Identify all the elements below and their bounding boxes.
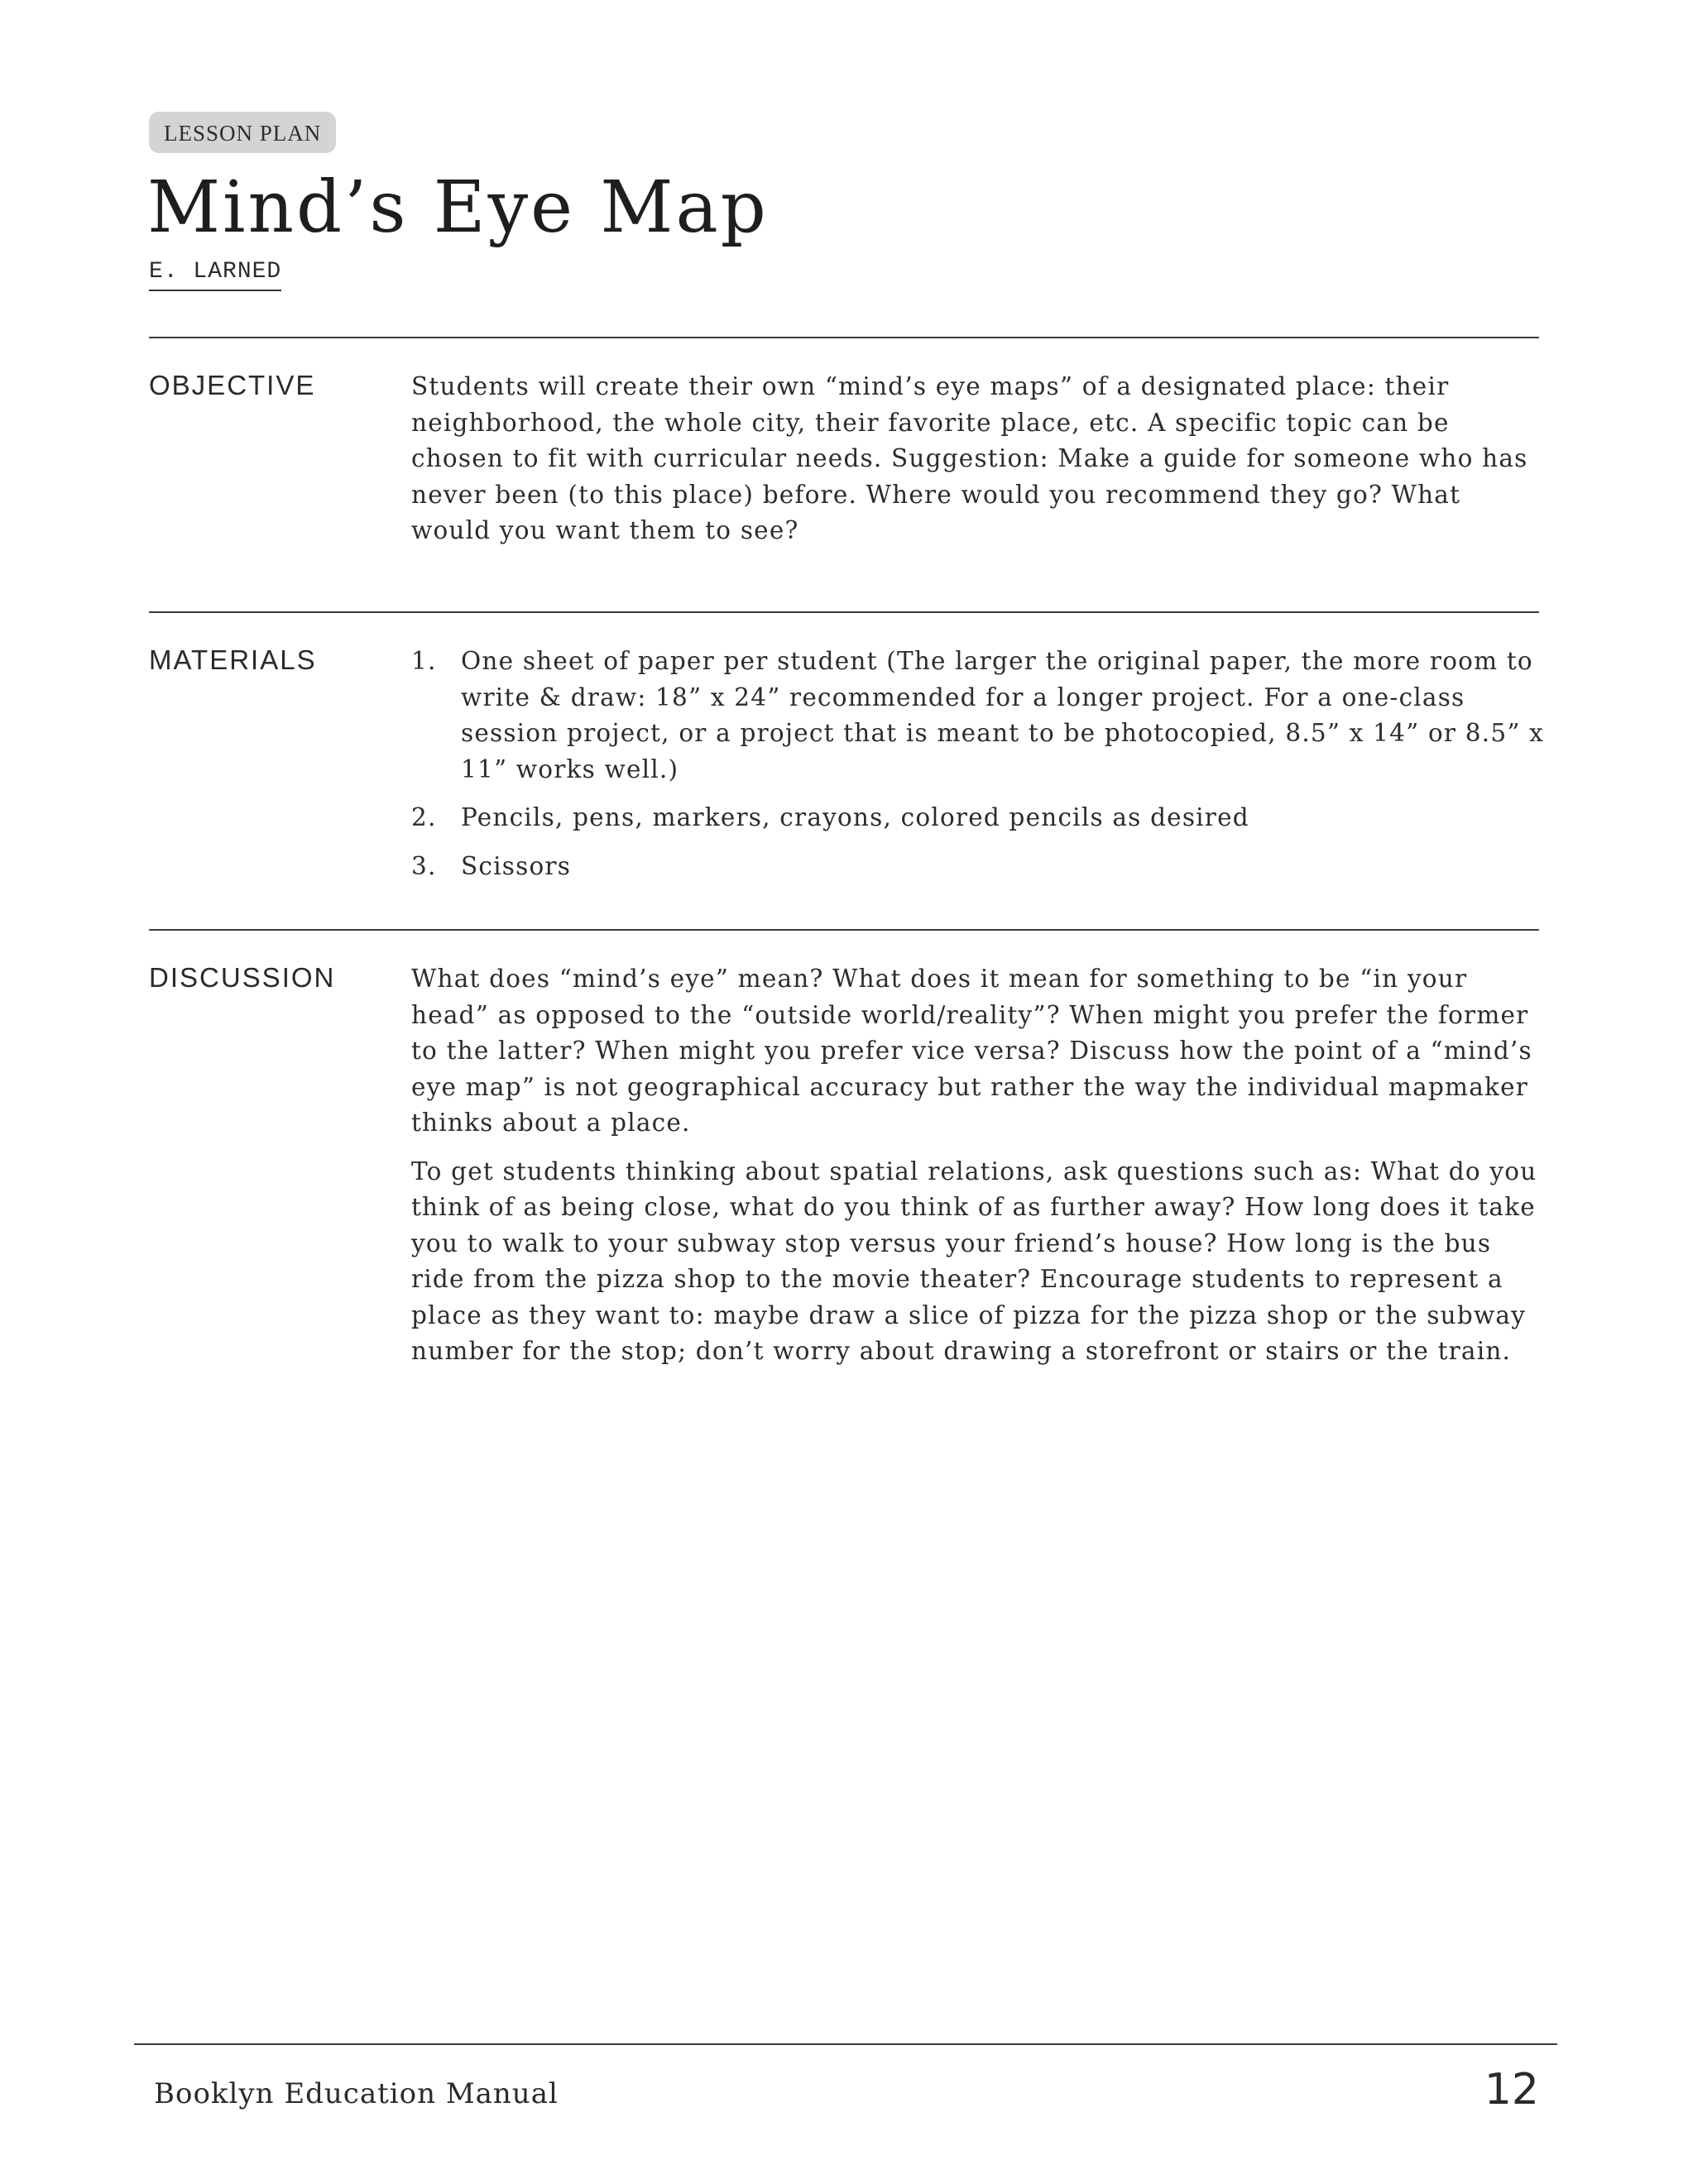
section-divider: [149, 611, 1539, 613]
objective-text: Students will create their own “mind’s eye maps” of a designated place: their neighborhood, the whole city, their favorite place, etc. A specific topic can be chosen to fit with curricular needs. Suggestion: Make a guide for someone who has never been (to this place) before. Where would you recommend they go? What would you want them to see?: [411, 372, 1528, 544]
discussion-section: [411, 961, 1545, 1382]
list-item-number: 3.: [411, 851, 437, 880]
list-item-text: Pencils, pens, markers, crayons, colored pencils as desired: [461, 803, 1249, 831]
list-item: [411, 644, 1545, 788]
list-item-text: One sheet of paper per student (The larger the original paper, the more room to write & draw: 18” x 24” recommended for a longer project. For a one-class session project, or a project that is meant to be photocopied, 8.5” x 14” or 8.5” x 11” works well.): [461, 647, 1545, 783]
author-name: E. LARNED: [149, 256, 281, 291]
objective-label: OBJECTIVE: [149, 370, 316, 400]
page-number: 12: [1484, 2065, 1539, 2115]
objective-section: [411, 369, 1545, 562]
list-item: [411, 800, 1545, 836]
page-title: Mind’s Eye Map: [147, 166, 769, 249]
discussion-label: DISCUSSION: [149, 962, 336, 993]
list-item: [411, 849, 1545, 885]
materials-list: [411, 644, 1545, 884]
section-divider: [149, 929, 1539, 931]
list-item-text: Scissors: [461, 851, 572, 880]
lesson-plan-badge: LESSON PLAN: [149, 112, 336, 153]
materials-section: [411, 644, 1545, 897]
footer-divider: [134, 2043, 1557, 2045]
discussion-paragraph: To get students thinking about spatial relations, ask questions such as: What do you think of as being close, what do you think of as further away? How long does it take you to walk to your subway stop versus your friend’s house? How long is the bus ride from the pizza shop to the movie theater? Encourage students to represent a place as they want to: maybe draw a slice of pizza for the pizza shop or the subway number for the stop; don’t worry about drawing a storefront or stairs or the train.: [411, 1157, 1537, 1365]
list-item-number: 1.: [411, 647, 437, 675]
section-divider: [149, 337, 1539, 338]
list-item-number: 2.: [411, 803, 437, 831]
footer-publication: Booklyn Education Manual: [154, 2077, 559, 2110]
materials-label: MATERIALS: [149, 644, 317, 675]
discussion-paragraph: What does “mind’s eye” mean? What does it mean for something to be “in your head” as opposed to the “outside world/reality”? When might you prefer the former to the latter? When might you prefer vice versa? Discuss how the point of a “mind’s eye map” is not geographical accuracy but rather the way the individual mapmaker thinks about a place.: [411, 965, 1532, 1137]
